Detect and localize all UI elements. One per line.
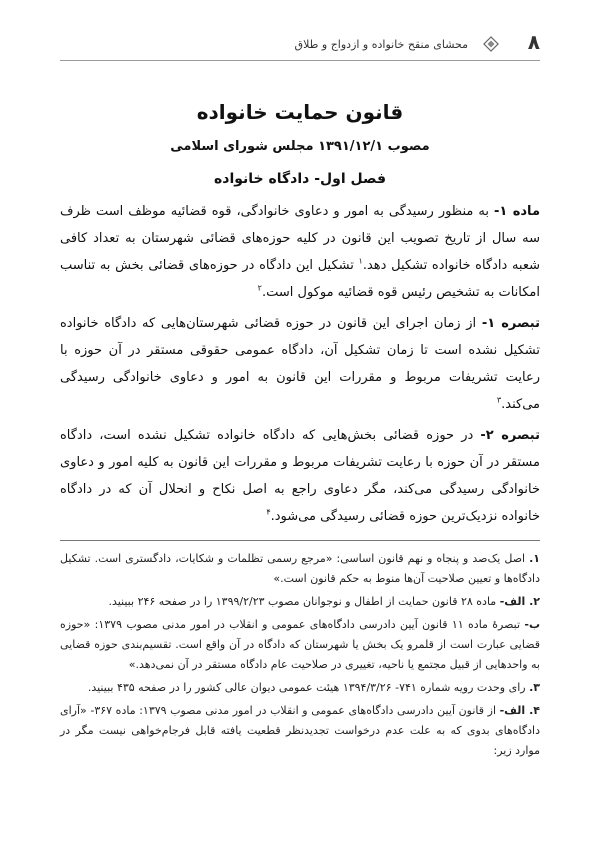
footnotes [60, 549, 540, 761]
article-1-text-2: تشکیل این دادگاه در حوزه‌های قضائی بخش به تناسب امکانات به تشخیص رئیس قوه قضائیه موکول است. [60, 258, 540, 300]
approval-line: مصوب ۱۳۹۱/۱۲/۱ مجلس شورای اسلامی [170, 139, 430, 154]
footnote-ref-4: ۴ [266, 507, 271, 517]
footnote-separator [60, 540, 540, 541]
note-1-text: از زمان اجرای این قانون در حوزه قضائی شهرستان‌هایی که دادگاه خانواده تشکیل نشده است تا زمان تشکیل آن، دادگاه عمومی حقوقی مستقر در آن حوزه با رعایت تشریفات مربوط و مقررات این قانون به امور و دعاوی خانوادگی رسیدگی می‌کند. [60, 316, 540, 412]
footnote-text: رای وحدت رویه شماره ۷۴۱- ۱۳۹۴/۳/۲۶ هیئت عمومی دیوان عالی کشور را در صفحه ۴۳۵ ببینید. [87, 681, 530, 694]
footnote-number: ۴. الف- [499, 704, 541, 717]
footnote-item [60, 701, 540, 761]
footnote-item [60, 678, 540, 698]
running-title: محشای منقح خانواده و ازدواج و طلاق [294, 38, 468, 51]
footnote-text: از قانون آیین دادرسی دادگاه‌های عمومی و انقلاب در امور مدنی مصوب ۱۳۷۹: ماده ۳۶۷- «آرای دادگاه‌های بدوی که به علت عدم درخواست تجدیدنظر قطعیت یافته قابل فرجام‌خواهی نیست مگر در موارد زیر: [60, 704, 540, 757]
page-number: ۸ [527, 30, 540, 54]
article-1-text: به منظور رسیدگی به امور و دعاوی خانوادگی، قوه قضائیه موظف است ظرف سه سال از تاریخ تصویب این قانون در کلیه حوزه‌های قضائی شهرستان به تعداد کافی شعبه دادگاه خانواده تشکیل دهد. [60, 204, 541, 273]
note-1 [60, 310, 540, 418]
footnote-text: تبصرهٔ ماده ۱۱ قانون آیین دادرسی دادگاه‌های عمومی و انقلاب در امور مدنی مصوب ۱۳۷۹: «حوزه قضایی عبارت است از قلمرو یک بخش یا شهرستان که دادگاه در آن واقع است. تقسیم‌بندی حوزه قضایی به واحدهایی از قبیل مجتمع یا ناحیه، تغییری در صلاحیت عام دادگاه مستقر در آن نمی‌دهد.» [60, 618, 540, 671]
diamond-ornament-icon [482, 35, 500, 53]
footnote-text: اصل یک‌صد و پنجاه و نهم قانون اساسی: «مرجع رسمی تظلمات و شکایات، دادگستری است. تشکیل دادگاه‌ها و تعیین صلاحیت آن‌ها منوط به حکم قانون است.» [60, 552, 540, 585]
footnote-item [60, 549, 540, 589]
note-2-text: در حوزه قضائی بخش‌هایی که دادگاه خانواده تشکیل نشده است، دادگاه مستقر در آن حوزه با رعایت تشریفات مربوط و مقررات این قانون به کلیه امور و دعاوی خانوادگی رسیدگی می‌کند، مگر دعاوی راجع به اصل نکاح و انحلال آن که در دادگاه خانواده نزدیک‌ترین حوزه قضائی رسیدگی می‌شود. [60, 428, 540, 524]
footnote-number: ۱. [529, 552, 540, 565]
page-body [60, 98, 540, 764]
page-header [60, 30, 540, 61]
footnote-number: ۲. الف- [499, 595, 540, 608]
note-2 [60, 422, 540, 530]
chapter-heading: فصل اول- دادگاه خانواده [214, 171, 386, 187]
footnote-ref-1: ۱ [358, 256, 363, 266]
footnote-number: ۳. [529, 681, 540, 694]
footnote-number: ب- [524, 618, 540, 631]
footnote-text: ماده ۲۸ قانون حمایت از اطفال و نوجوانان مصوب ۱۳۹۹/۲/۲۳ را در صفحه ۲۴۶ ببینید. [108, 595, 500, 608]
note-1-label: تبصره ۱- [481, 316, 540, 331]
footnote-ref-2: ۲ [257, 283, 262, 293]
article-1-label: ماده ۱- [493, 204, 540, 219]
footnote-ref-3: ۳ [496, 395, 502, 405]
note-2-label: تبصره ۲- [480, 428, 540, 443]
article-1 [60, 198, 540, 306]
footnote-item [60, 592, 540, 612]
law-title: قانون حمایت خانواده [196, 100, 404, 124]
footnote-item [60, 615, 540, 675]
